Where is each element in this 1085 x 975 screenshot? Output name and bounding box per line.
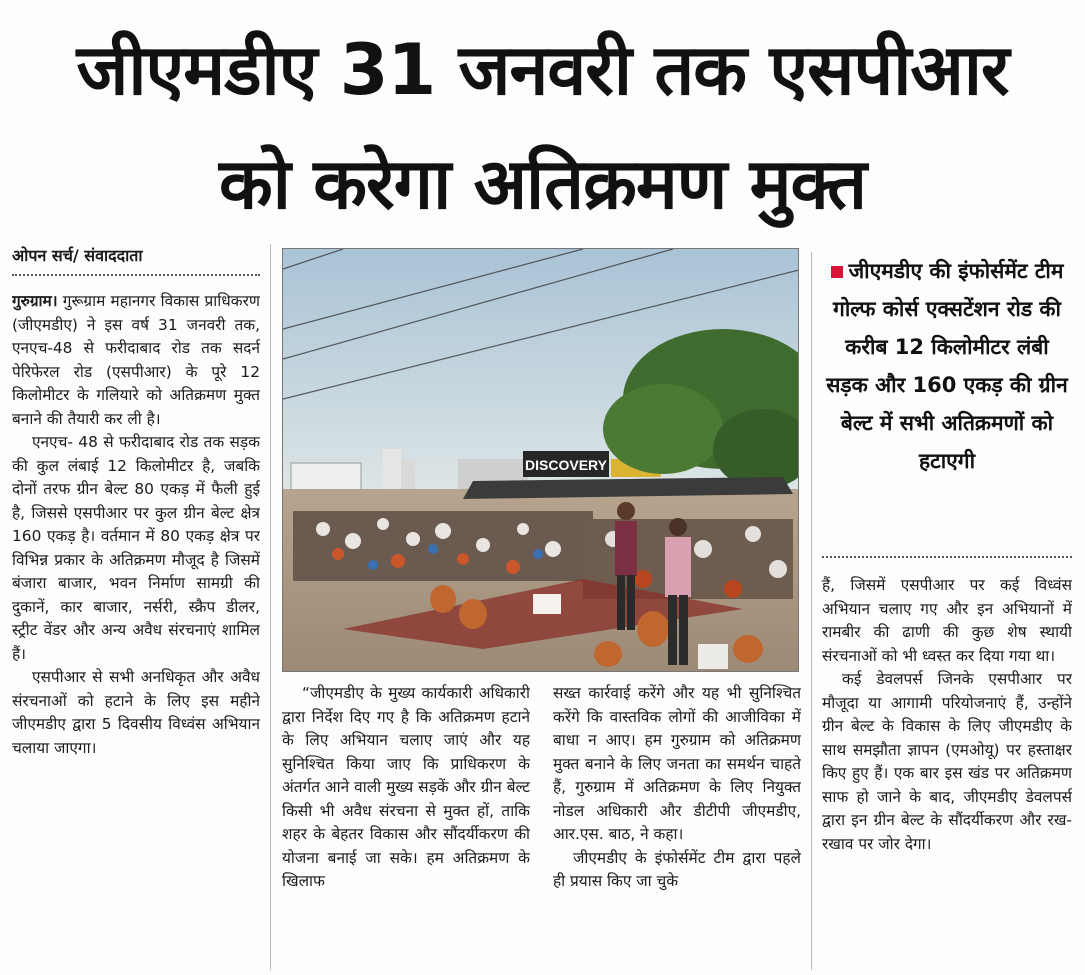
paragraph-8: कई डेवलपर्स जिनके एसपीआर पर मौजूदा या आगामी परियोजनाएं हैं, उन्होंने ग्रीन बेल्ट के विकास के लिए जीएमडीए के साथ समझौता ज्ञापन (एमओयू) पर हस्ताक्षर किए हुए हैं। एक बार इस खंड पर अतिक्रमण साफ हो जाने के बाद, जीएमडीए डेवलपर्स द्वारा इन ग्रीन बेल्ट के सौंदर्यीकरण और रख-रखाव पर जोर देगा। (822, 670, 1072, 853)
paragraph-2: एनएच- 48 से फरीदाबाद रोड तक सड़क की कुल लंबाई 12 किलोमीटर है, जबकि दोनों तरफ ग्रीन बेल्ट 80 एकड़ में फैली हुई है, जिससे एसपीआर पर कुल ग्रीन बेल्ट क्षेत्र 160 एकड़ है। वर्तमान में 80 एकड़ क्षेत्र पर विभिन्न प्रकार के अतिक्रमण मौजूद है जिसमें बंजारा बाजार, भवन निर्माण सामग्री की दुकानें, कार बाजार, नर्सरी, स्क्रैप डीलर, स्ट्रीट वेंडर और अन्य अवैध संरचनाएं शामिल हैं। (12, 433, 260, 663)
dateline: गुरुग्राम। (12, 292, 58, 310)
headline-line-1: जीएमडीए 31 जनवरी तक एसपीआर (76, 29, 1009, 111)
article-column-1 (12, 290, 260, 970)
article-column-2 (282, 682, 530, 972)
paragraph-5: सख्त कार्रवाई करेंगे और यह भी सुनिश्चित करेंगे कि वास्तविक लोगों की आजीविका में बाधा न आए। हम गुरुग्राम को अतिक्रमण मुक्त बनाने के लिए जनता का समर्थन चाहते हैं, गुरुग्राम में अतिक्रमण के लिए नियुक्त नोडल अधिकारी और डीटीपी जीएमडीए, आर.एस. बाठ, ने कहा। (553, 684, 801, 843)
pullquote-text: जीएमडीए की इंफोर्समेंट टीम गोल्फ कोर्स एक्सटेंशन रोड की करीब 12 किलोमीटर लंबी सड़क और 160 एकड़ की ग्रीन बेल्ट में सभी अतिक्रमणों को हटाएगी (826, 259, 1068, 473)
roadside-market-photo (283, 249, 798, 671)
article-column-3 (553, 682, 801, 972)
red-square-bullet-icon (831, 266, 843, 278)
news-photo (282, 248, 799, 672)
paragraph-7: हैं, जिसमें एसपीआर पर कई विध्वंस अभियान चलाए गए और इन अभियानों में रामबीर की ढाणी की कुछ शेष स्थायी संरचनाओं को भी ध्वस्त कर दिया गया था। (822, 576, 1072, 665)
paragraph-1: गुरूग्राम महानगर विकास प्राधिकरण (जीएमडीए) ने इस वर्ष 31 जनवरी तक, एनएच-48 से फरीदाबाद रोड तक सदर्न पेरिफेरल रोड (एसपीआर) के पूरे 12 किलोमीटर के गलियारे को अतिक्रमण मुक्त बनाने की तैयारी कर ली है। (12, 292, 260, 428)
column-rule (811, 252, 812, 970)
paragraph-6: जीएमडीए के इंफोर्समेंट टीम द्वारा पहले ही प्रयास किए जा चुके (553, 848, 801, 890)
headline-line-2: को करेगा अतिक्रमण मुक्त (219, 143, 866, 225)
paragraph-4: “जीएमडीए के मुख्य कार्यकारी अधिकारी द्वारा निर्देश दिए गए है कि अतिक्रमण हटाने के लिए अभियान चलाए जाएं और यह सुनिश्चित किया जाए कि प्राधिकरण के अंतर्गत आने वाली मुख्य सड़कें और ग्रीन बेल्ट किसी भी अवैध संरचना से मुक्त हों, ताकि शहर के बेहतर विकास और सौंदर्यीकरण की योजना बनाई जा सके। हम अतिक्रमण के खिलाफ (282, 684, 530, 890)
article-column-4 (822, 574, 1072, 970)
paragraph-3: एसपीआर से सभी अनधिकृत और अवैध संरचनाओं को हटाने के लिए इस महीने जीएमडीए द्वारा 5 दिवसीय विध्वंस अभियान चलाया जाएगा। (12, 668, 260, 757)
pullquote (822, 252, 1072, 480)
discovery-signboard-text: DISCOVERY (525, 457, 607, 473)
pullquote-divider (822, 556, 1072, 558)
byline: ओपन सर्च/ संवाददाता (12, 244, 260, 276)
column-rule (270, 244, 271, 970)
